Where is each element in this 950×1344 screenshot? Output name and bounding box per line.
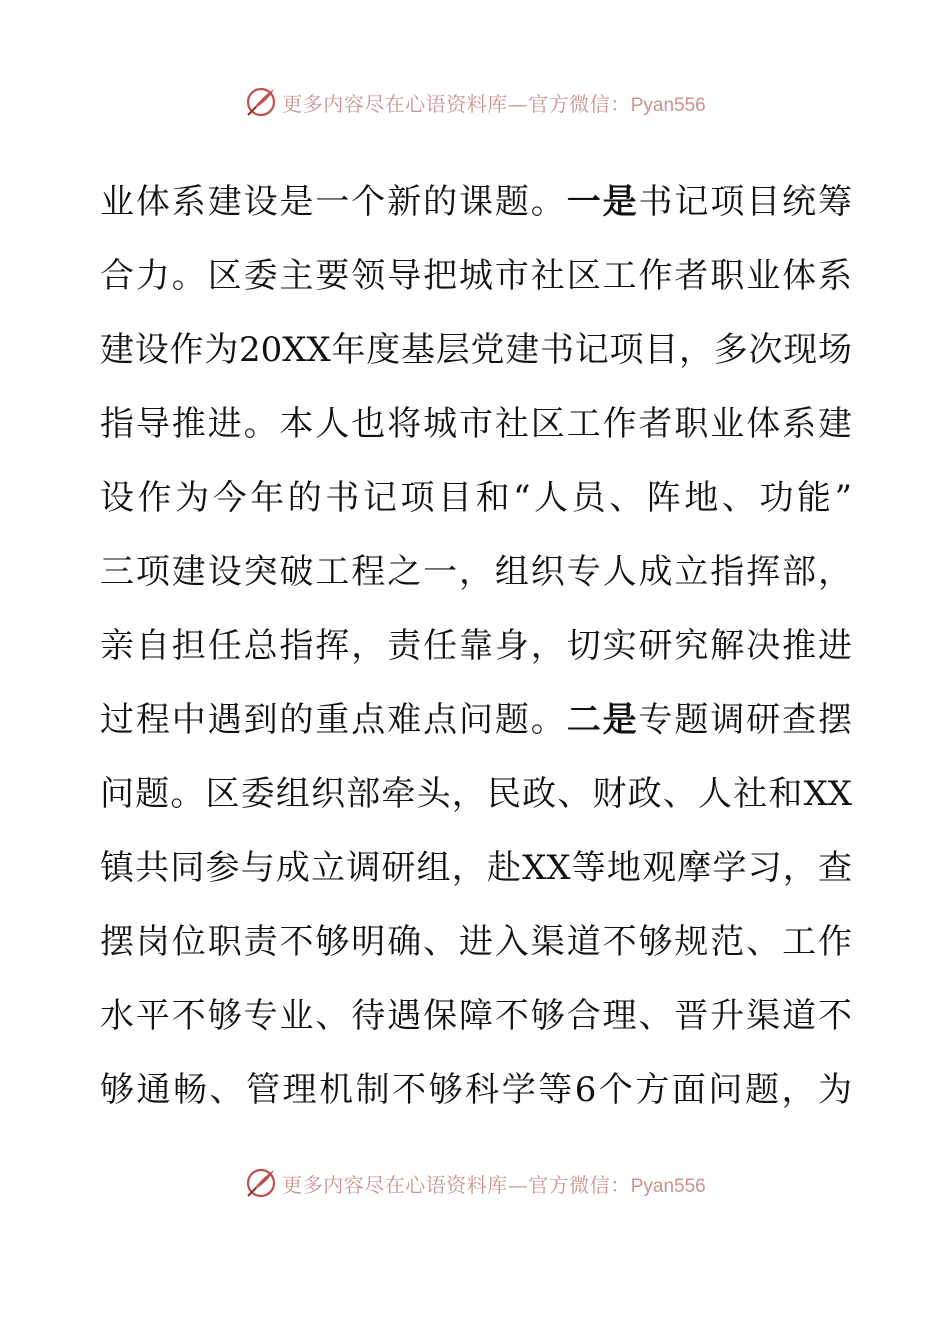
body-line: 够通畅、管理机制不够科学等6个方面问题，为 (100, 1070, 852, 1110)
body-line: 镇共同参与成立调研组，赴XX等地观摩学习，查 (100, 848, 852, 888)
body-line: 设作为今年的书记项目和“人员、阵地、功能” (100, 478, 852, 518)
body-line: 过程中遇到的重点难点问题。二是专题调研查摆 (100, 700, 853, 740)
footer-banner-text: 更多内容尽在心语资料库—官方微信： (282, 1172, 631, 1197)
quill-logo-icon (244, 85, 278, 119)
header-banner (0, 82, 950, 122)
body-line: 问题。区委组织部牵头，民政、财政、人社和XX (100, 774, 852, 814)
quill-logo-icon (244, 1166, 278, 1200)
body-line: 建设作为20XX年度基层党建书记项目，多次现场 (100, 330, 852, 370)
header-banner-text: 更多内容尽在心语资料库—官方微信： (282, 91, 631, 116)
body-line: 水平不够专业、待遇保障不够合理、晋升渠道不 (100, 996, 852, 1036)
body-line: 合力。区委主要领导把城市社区工作者职业体系 (100, 256, 852, 296)
body-line: 指导推进。本人也将城市社区工作者职业体系建 (100, 404, 852, 444)
header-wechat-id: Pyan556 (630, 94, 706, 116)
body-line: 摆岗位职责不够明确、进入渠道不够规范、工作 (100, 922, 852, 962)
body-line: 亲自担任总指挥，责任靠身，切实研究解决推进 (100, 626, 852, 666)
footer-wechat-id: Pyan556 (630, 1175, 706, 1197)
document-body (100, 165, 852, 1127)
body-line: 三项建设突破工程之一，组织专人成立指挥部， (100, 552, 852, 592)
body-line: 业体系建设是一个新的课题。一是书记项目统筹 (100, 182, 853, 222)
footer-banner (0, 1163, 950, 1203)
